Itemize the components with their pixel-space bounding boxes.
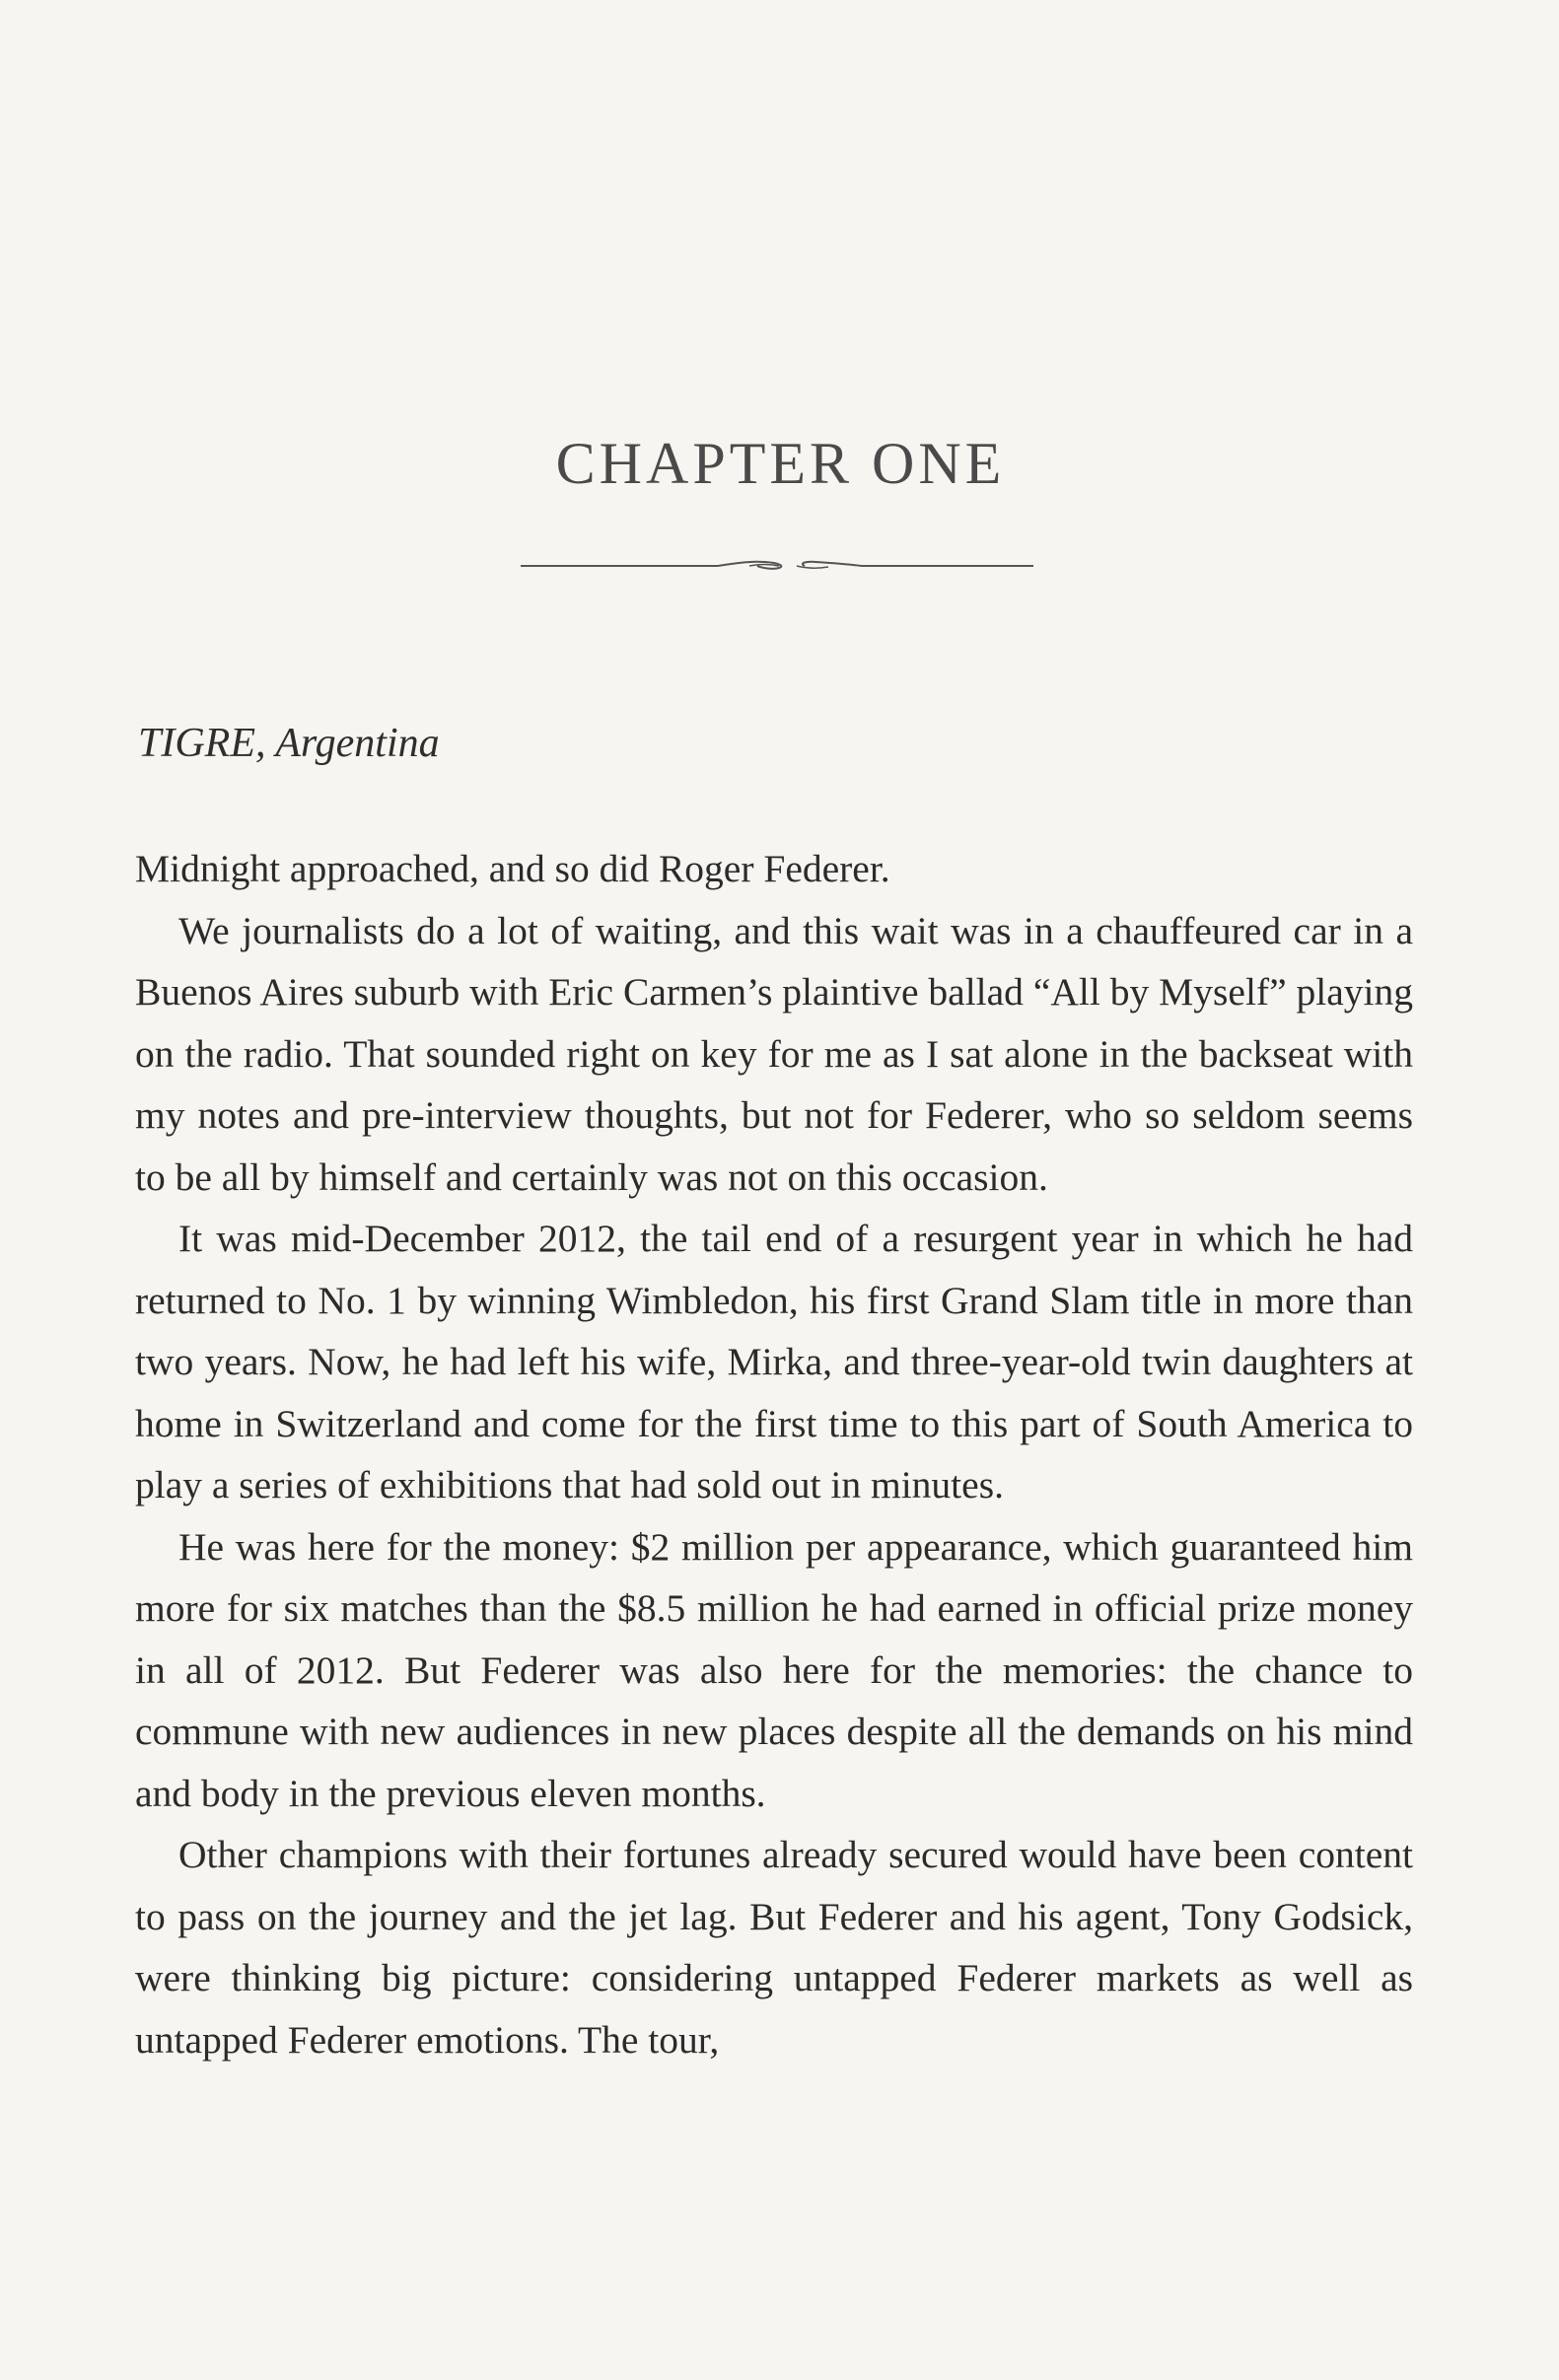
paragraph: Midnight approached, and so did Roger Federer.: [135, 847, 890, 890]
chapter-body: [135, 838, 1413, 2070]
chapter-title: CHAPTER ONE: [555, 431, 1006, 496]
ornament-divider-icon: [521, 554, 1033, 578]
paragraph: It was mid-December 2012, the tail end of a resurgent year in which he had returned to No. 1 by winning Wimbledon, his first Grand Slam title in more than two years. Now, he had left his wife, Mirka, and three-year-old twin daughters at home in Switzerland and come for the first time to this part of South America to play a series of exhibitions that had sold out in minutes.: [135, 1217, 1413, 1506]
paragraph: We journalists do a lot of waiting, and this wait was in a chauffeured car in a Buenos Aires suburb with Eric Carmen’s plaintive ballad “All by Myself” playing on the radio. That sounded right on key for me as I sat alone in the backseat with my notes and pre-interview thoughts, but not for Federer, who so seldom seems to be all by himself and certainly was not on this occasion.: [135, 908, 1413, 1199]
paragraph: He was here for the money: $2 million per appearance, which guaranteed him more for six matches than the $8.5 million he had earned in official prize money in all of 2012. But Federer was also here for the memories: the chance to commune with new audiences in new places despite all the demands on his mind and body in the previous eleven months.: [135, 1524, 1413, 1815]
chapter-heading: [0, 431, 1559, 496]
chapter-location: TIGRE, Argentina: [138, 721, 440, 766]
paragraph: Other champions with their fortunes already secured would have been content to pass on the journey and the jet lag. But Federer and his agent, Tony Godsick, were thinking big picture: considering untapped Federer markets as well as untapped Federer emotions. The tour,: [135, 1833, 1413, 2062]
